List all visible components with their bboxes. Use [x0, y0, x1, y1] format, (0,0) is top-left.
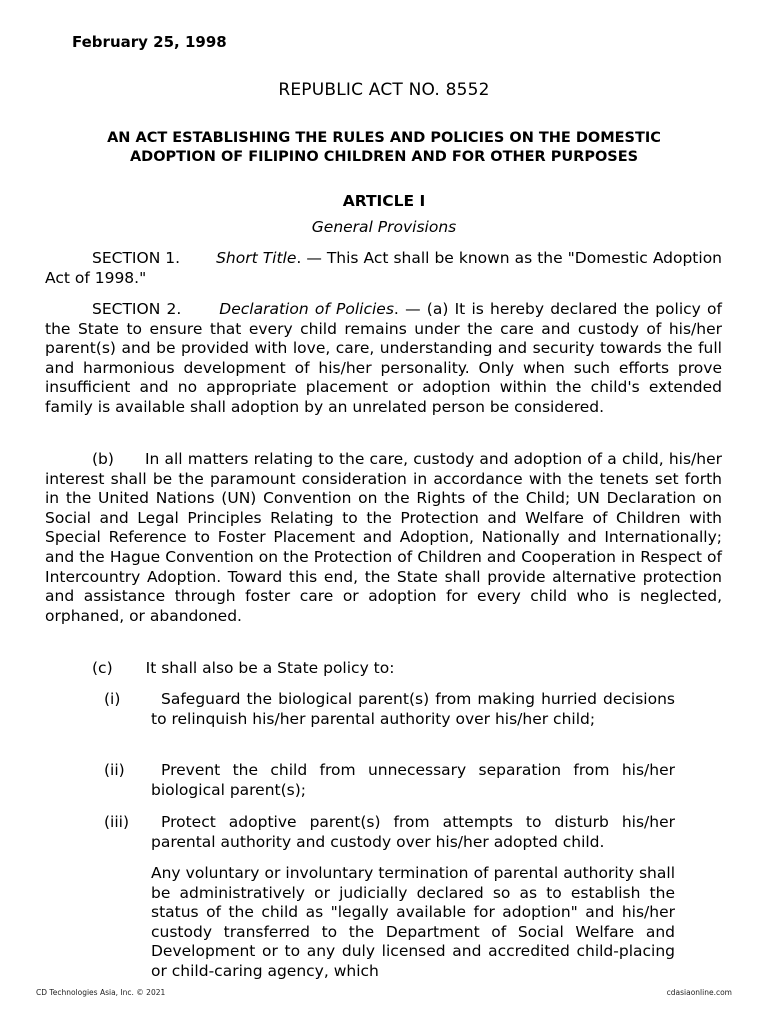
section-1 [45, 249, 722, 288]
act-number: REPUBLIC ACT NO. 8552 [278, 80, 490, 100]
paragraph-c-label: (c) [92, 659, 113, 677]
footer-link[interactable]: cdasiaonline.com [666, 988, 732, 997]
section-2-label: SECTION 2. [92, 300, 182, 318]
paragraph-c-text: It shall also be a State policy to: [145, 659, 395, 677]
paragraph-b [45, 450, 722, 626]
section-2-title: Declaration of Policies [219, 300, 394, 318]
act-title-line-2: ADOPTION OF FILIPINO CHILDREN AND FOR OTHER PURPOSES [129, 149, 639, 165]
article-heading: ARTICLE I [342, 192, 426, 210]
list-item-text: Protect adoptive parent(s) from attempts to disturb his/her parental authority and custody over his/her adopted child. [151, 813, 675, 851]
paragraph-b-text: In all matters relating to the care, custody and adoption of a child, his/her interest shall be the paramount consideration in accordance with the tenets set forth in the United Nations (UN) Convention on the Rights of the Child; UN Declaration on Social and Legal Principles Relating to the Protection and Welfare of Children with Special Reference to Foster Placement and Adoption, Nationally and Internationally; and the Hague Convention on the Protection of Children and Cooperation in Respect of Intercountry Adoption. Toward this end, the State shall provide alternative protection and assistance through foster care or adoption for every child who is neglected, orphaned, or abandoned. [45, 450, 722, 625]
section-1-title: Short Title [216, 249, 297, 267]
section-1-text: . — This Act shall be known as the "Domestic Adoption Act of 1998." [45, 249, 722, 287]
list-item [104, 690, 675, 729]
act-title [60, 129, 708, 167]
list-item-number: (ii) [104, 761, 125, 779]
termination-paragraph: Any voluntary or involuntary termination of parental authority shall be administratively or judicially declared so as to establish the status of the child as "legally available for adoption" and his/her custody transferred to the Department of Social Welfare and Development or to any duly licensed and accredited child-placing or child-caring agency, which [151, 864, 675, 980]
list-item-number: (i) [104, 690, 121, 708]
section-2 [45, 300, 722, 418]
footer-copyright: CD Technologies Asia, Inc. © 2021 [36, 988, 166, 997]
document-date: February 25, 1998 [72, 33, 227, 51]
list-item [104, 761, 675, 800]
section-2-text: . — (a) It is hereby declared the policy of the State to ensure that every child remains under the care and custody of his/her parent(s) and be provided with love, care, understanding and security towards the full and harmonious development of his/her personality. Only when such efforts prove insufficient and no appropriate placement or adoption within the child's extended family is available shall adoption by an unrelated person be considered. [45, 300, 722, 416]
act-title-line-1: AN ACT ESTABLISHING THE RULES AND POLICIES ON THE DOMESTIC [107, 130, 661, 146]
paragraph-c [45, 659, 722, 679]
article-subheading: General Provisions [311, 218, 457, 236]
list-item-text: Safeguard the biological parent(s) from making hurried decisions to relinquish his/her parental authority over his/her child; [151, 690, 675, 728]
section-1-label: SECTION 1. [92, 249, 181, 267]
paragraph-b-label: (b) [92, 450, 114, 468]
list-item [104, 813, 675, 852]
list-item-text: Prevent the child from unnecessary separation from his/her biological parent(s); [151, 761, 675, 799]
list-item-number: (iii) [104, 813, 130, 831]
